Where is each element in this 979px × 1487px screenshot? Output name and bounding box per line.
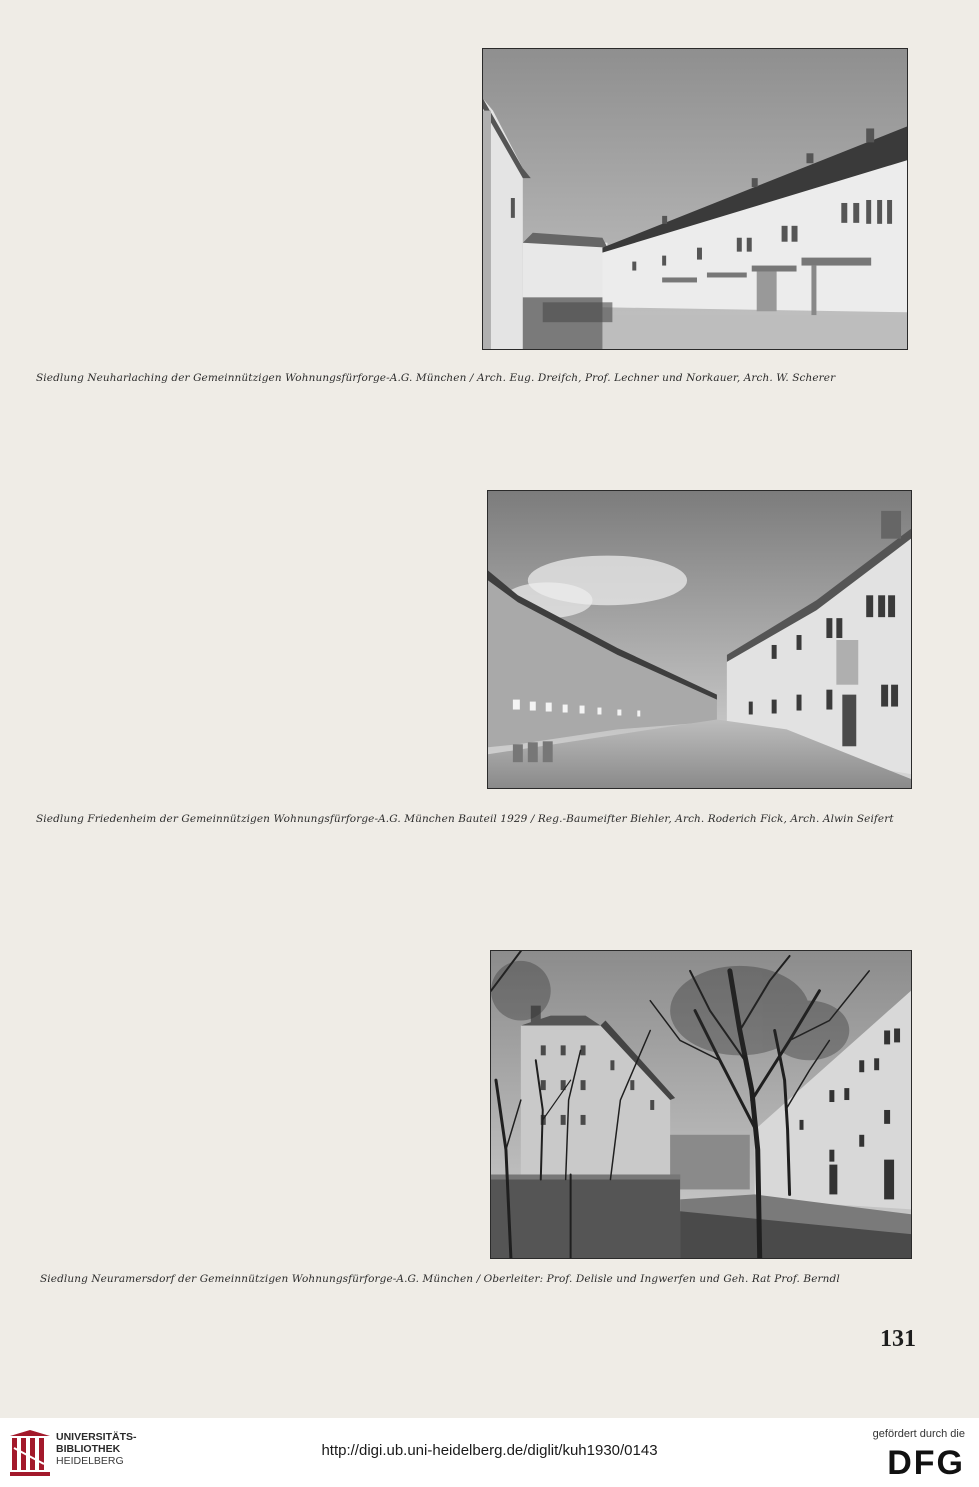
library-line2: BIBLIOTHEK bbox=[56, 1443, 121, 1455]
funding-label: gefördert durch die bbox=[872, 1428, 965, 1440]
photo-friedenheim bbox=[487, 490, 912, 789]
library-line1: UNIVERSITÄTS- bbox=[56, 1431, 137, 1443]
caption-photo3: Siedlung Neuramersdorf der Gemeinnützigen Wohnungsfürforge-A.G. München / Oberleiter: Prof. Delisle und Ingwerfen und Geh. Rat Prof. Berndl bbox=[40, 1273, 840, 1285]
photo-neuharlaching bbox=[482, 48, 908, 350]
photo-neuramersdorf bbox=[490, 950, 912, 1259]
library-line3: HEIDELBERG bbox=[56, 1455, 124, 1467]
permalink-url[interactable]: http://digi.ub.uni-heidelberg.de/diglit/kuh1930/0143 bbox=[321, 1442, 658, 1459]
caption-photo2: Siedlung Friedenheim der Gemeinnützigen Wohnungsfürforge-A.G. München Bauteil 1929 / Reg.-Baumeifter Biehler, Arch. Roderich Fick, Arch. Alwin Seifert bbox=[36, 813, 894, 825]
dfg-logo[interactable]: DFG bbox=[887, 1444, 965, 1482]
page-number: 131 bbox=[880, 1326, 916, 1352]
caption-photo1: Siedlung Neuharlaching der Gemeinnützigen Wohnungsfürforge-A.G. München / Arch. Eug. Dreifch, Prof. Lechner und Norkauer, Arch. W. Scherer bbox=[36, 372, 836, 384]
footer-bar bbox=[0, 1418, 979, 1487]
